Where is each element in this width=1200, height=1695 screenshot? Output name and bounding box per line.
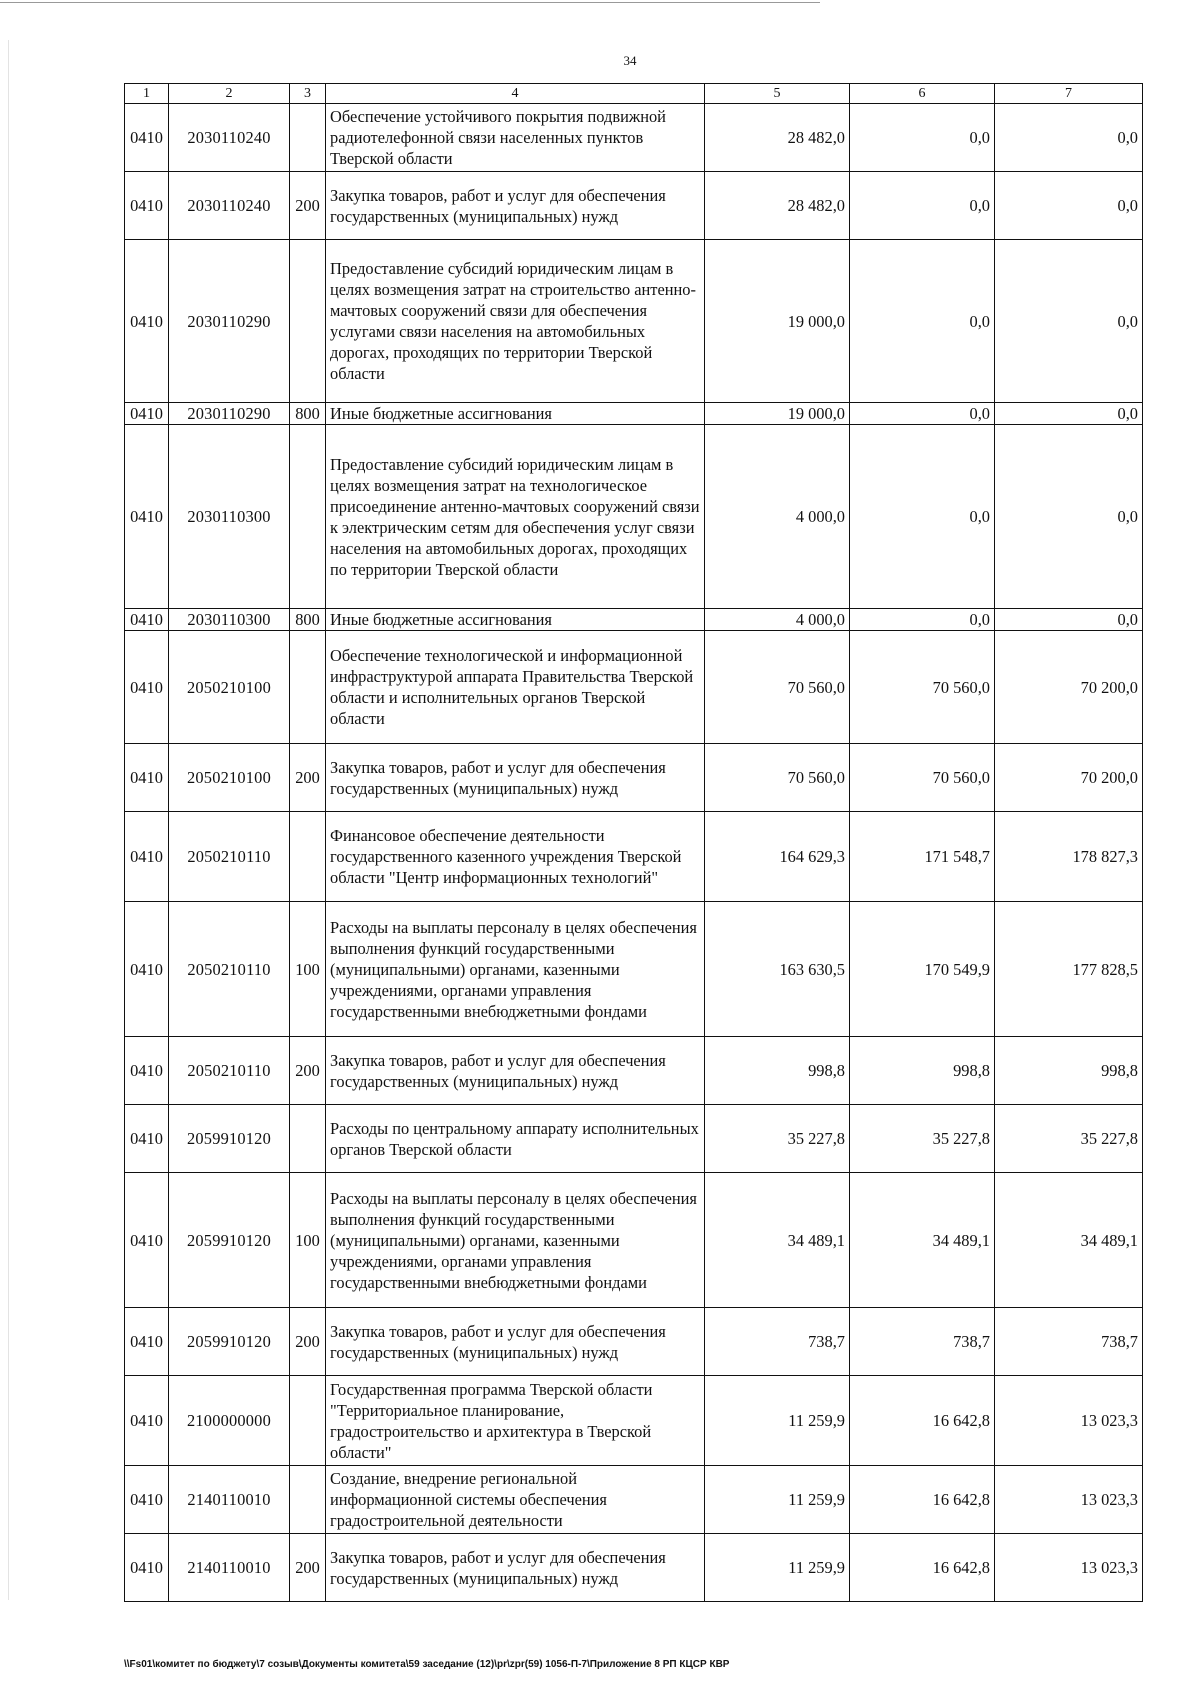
expense-type-code: 200 [290,1534,326,1602]
table-row [125,1037,1143,1105]
amount-year-3: 35 227,8 [995,1105,1143,1173]
section-code: 0410 [125,902,169,1037]
amount-year-1: 11 259,9 [705,1534,850,1602]
section-code: 0410 [125,1534,169,1602]
amount-year-3: 13 023,3 [995,1376,1143,1466]
scan-top-rule [0,2,820,3]
expense-type-code [290,631,326,744]
target-article-code: 2050210110 [169,812,290,902]
item-name: Создание, внедрение региональной информационной системы обеспечения градостроительной деятельности [326,1466,705,1534]
item-name: Закупка товаров, работ и услуг для обеспечения государственных (муниципальных) нужд [326,1037,705,1105]
table-row [125,240,1143,403]
item-name: Предоставление субсидий юридическим лицам в целях возмещения затрат на технологическое присоединение антенно-мачтовых сооружений связи к электрическим сетям для обеспечения услуг связи населения на автомобильных дорогах, проходящих по территории Тверской области [326,425,705,609]
amount-year-2: 738,7 [850,1308,995,1376]
table-row [125,609,1143,631]
column-number-row [125,84,1143,104]
budget-table [124,83,1143,1602]
section-code: 0410 [125,240,169,403]
item-name: Закупка товаров, работ и услуг для обеспечения государственных (муниципальных) нужд [326,744,705,812]
expense-type-code: 100 [290,902,326,1037]
table-row [125,1308,1143,1376]
amount-year-3: 738,7 [995,1308,1143,1376]
amount-year-2: 0,0 [850,172,995,240]
amount-year-3: 13 023,3 [995,1534,1143,1602]
section-code: 0410 [125,104,169,172]
expense-type-code: 800 [290,609,326,631]
target-article-code: 2100000000 [169,1376,290,1466]
scan-left-edge [8,40,9,1600]
table-row [125,172,1143,240]
expense-type-code: 200 [290,744,326,812]
target-article-code: 2140110010 [169,1466,290,1534]
amount-year-1: 19 000,0 [705,240,850,403]
table-row [125,1105,1143,1173]
item-name: Иные бюджетные ассигнования [326,609,705,631]
amount-year-2: 0,0 [850,104,995,172]
expense-type-code [290,104,326,172]
section-code: 0410 [125,425,169,609]
item-name: Иные бюджетные ассигнования [326,403,705,425]
expense-type-code [290,1466,326,1534]
amount-year-3: 34 489,1 [995,1173,1143,1308]
table-row [125,1466,1143,1534]
amount-year-2: 0,0 [850,425,995,609]
target-article-code: 2050210110 [169,1037,290,1105]
section-code: 0410 [125,744,169,812]
expense-type-code: 200 [290,1308,326,1376]
target-article-code: 2059910120 [169,1173,290,1308]
amount-year-1: 163 630,5 [705,902,850,1037]
expense-type-code [290,1376,326,1466]
amount-year-3: 0,0 [995,425,1143,609]
target-article-code: 2050210110 [169,902,290,1037]
amount-year-1: 34 489,1 [705,1173,850,1308]
amount-year-1: 4 000,0 [705,425,850,609]
amount-year-2: 34 489,1 [850,1173,995,1308]
expense-type-code: 100 [290,1173,326,1308]
target-article-code: 2140110010 [169,1534,290,1602]
amount-year-1: 35 227,8 [705,1105,850,1173]
target-article-code: 2030110290 [169,240,290,403]
amount-year-1: 28 482,0 [705,172,850,240]
column-header: 1 [125,84,169,104]
section-code: 0410 [125,609,169,631]
item-name: Расходы на выплаты персоналу в целях обеспечения выполнения функций государственными (муниципальными) органами, казенными учреждениями, органами управления государственными внебюджетными фондами [326,1173,705,1308]
section-code: 0410 [125,1376,169,1466]
section-code: 0410 [125,631,169,744]
amount-year-3: 0,0 [995,172,1143,240]
section-code: 0410 [125,1173,169,1308]
amount-year-1: 19 000,0 [705,403,850,425]
table-row [125,744,1143,812]
page-number: 34 [623,53,637,68]
amount-year-1: 738,7 [705,1308,850,1376]
column-header: 7 [995,84,1143,104]
expense-type-code [290,240,326,403]
file-path-footer: \\Fs01\комитет по бюджету\7 созыв\Документы комитета\59 заседание (12)\pr\zpr(59) 1056-П-7\Приложение 8 РП КЦСР КВР [124,1659,730,1670]
target-article-code: 2059910120 [169,1105,290,1173]
table-row [125,1173,1143,1308]
table-row [125,104,1143,172]
amount-year-2: 16 642,8 [850,1534,995,1602]
amount-year-1: 164 629,3 [705,812,850,902]
section-code: 0410 [125,1308,169,1376]
amount-year-2: 35 227,8 [850,1105,995,1173]
target-article-code: 2050210100 [169,744,290,812]
section-code: 0410 [125,1105,169,1173]
item-name: Закупка товаров, работ и услуг для обеспечения государственных (муниципальных) нужд [326,1534,705,1602]
table-row [125,1534,1143,1602]
table-row [125,1376,1143,1466]
table-row [125,631,1143,744]
column-header: 5 [705,84,850,104]
amount-year-1: 998,8 [705,1037,850,1105]
amount-year-2: 0,0 [850,609,995,631]
expense-type-code [290,425,326,609]
target-article-code: 2030110300 [169,609,290,631]
amount-year-2: 70 560,0 [850,744,995,812]
expense-type-code [290,1105,326,1173]
table-row [125,902,1143,1037]
amount-year-1: 11 259,9 [705,1376,850,1466]
target-article-code: 2030110300 [169,425,290,609]
amount-year-3: 178 827,3 [995,812,1143,902]
item-name: Закупка товаров, работ и услуг для обеспечения государственных (муниципальных) нужд [326,172,705,240]
amount-year-2: 170 549,9 [850,902,995,1037]
amount-year-1: 70 560,0 [705,744,850,812]
item-name: Предоставление субсидий юридическим лицам в целях возмещения затрат на строительство антенно-мачтовых сооружений связи для обеспечения услугами связи населения на автомобильных дорогах, проходящих по территории Тверской области [326,240,705,403]
table-row [125,403,1143,425]
target-article-code: 2059910120 [169,1308,290,1376]
target-article-code: 2030110290 [169,403,290,425]
table-row [125,812,1143,902]
expense-type-code: 200 [290,172,326,240]
column-header: 2 [169,84,290,104]
column-header: 3 [290,84,326,104]
target-article-code: 2030110240 [169,104,290,172]
expense-type-code [290,812,326,902]
amount-year-2: 0,0 [850,403,995,425]
amount-year-1: 70 560,0 [705,631,850,744]
amount-year-1: 11 259,9 [705,1466,850,1534]
section-code: 0410 [125,403,169,425]
target-article-code: 2050210100 [169,631,290,744]
amount-year-3: 70 200,0 [995,744,1143,812]
amount-year-2: 0,0 [850,240,995,403]
section-code: 0410 [125,1037,169,1105]
section-code: 0410 [125,812,169,902]
amount-year-3: 0,0 [995,403,1143,425]
table-row [125,425,1143,609]
amount-year-2: 70 560,0 [850,631,995,744]
amount-year-3: 13 023,3 [995,1466,1143,1534]
amount-year-2: 16 642,8 [850,1376,995,1466]
item-name: Финансовое обеспечение деятельности государственного казенного учреждения Тверской области "Центр информационных технологий" [326,812,705,902]
amount-year-1: 28 482,0 [705,104,850,172]
column-header: 6 [850,84,995,104]
item-name: Расходы по центральному аппарату исполнительных органов Тверской области [326,1105,705,1173]
section-code: 0410 [125,1466,169,1534]
amount-year-3: 0,0 [995,104,1143,172]
amount-year-1: 4 000,0 [705,609,850,631]
amount-year-3: 70 200,0 [995,631,1143,744]
expense-type-code: 800 [290,403,326,425]
amount-year-2: 998,8 [850,1037,995,1105]
item-name: Расходы на выплаты персоналу в целях обеспечения выполнения функций государственными (муниципальными) органами, казенными учреждениями, органами управления государственными внебюджетными фондами [326,902,705,1037]
item-name: Закупка товаров, работ и услуг для обеспечения государственных (муниципальных) нужд [326,1308,705,1376]
amount-year-3: 998,8 [995,1037,1143,1105]
item-name: Обеспечение технологической и информационной инфраструктурой аппарата Правительства Тверской области и исполнительных органов Тверской области [326,631,705,744]
amount-year-2: 16 642,8 [850,1466,995,1534]
amount-year-2: 171 548,7 [850,812,995,902]
amount-year-3: 177 828,5 [995,902,1143,1037]
amount-year-3: 0,0 [995,240,1143,403]
expense-type-code: 200 [290,1037,326,1105]
column-header: 4 [326,84,705,104]
target-article-code: 2030110240 [169,172,290,240]
item-name: Обеспечение устойчивого покрытия подвижной радиотелефонной связи населенных пунктов Тверской области [326,104,705,172]
amount-year-3: 0,0 [995,609,1143,631]
section-code: 0410 [125,172,169,240]
item-name: Государственная программа Тверской области "Территориальное планирование, градостроительство и архитектура в Тверской области" [326,1376,705,1466]
